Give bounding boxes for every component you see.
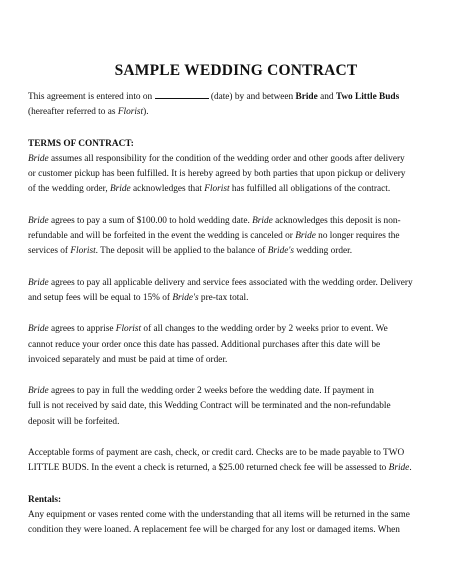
intro-text: ). — [143, 107, 149, 118]
bride-term: Bride's — [172, 292, 199, 303]
bride-term: Bride — [295, 231, 316, 242]
paragraph-text: of the wedding order, — [28, 184, 108, 195]
paragraph-text: agrees to pay all applicable delivery and service fees associated with the wedding order. Delivery — [50, 277, 413, 288]
florist-term: Florist — [117, 107, 144, 118]
paragraph-text: of all changes to the wedding order by 2 weeks prior to event. We — [143, 324, 388, 335]
bride-term: Bride — [28, 277, 49, 288]
document-title: SAMPLE WEDDING CONTRACT — [114, 62, 358, 79]
paragraph-text: pre-tax total. — [200, 292, 249, 303]
paragraph-text: acknowledges this deposit is non- — [275, 215, 401, 226]
bride-term: Bride's — [267, 246, 294, 257]
paragraph-text: agrees to apprise — [50, 324, 114, 335]
paragraph-text: wedding order. — [296, 246, 353, 257]
paragraph-text: refundable and will be forfeited in the event the wedding is canceled or — [28, 231, 293, 242]
paragraph-text: or customer pickup has been fulfilled. It is hereby agreed by both parties that upon pickup or delivery — [28, 169, 406, 180]
paragraph-text: invoiced separately and must be paid at time of order. — [28, 354, 228, 365]
rentals-heading: Rentals: — [28, 494, 62, 505]
terms-paragraph-6 — [28, 446, 444, 477]
florist-term: Florist — [204, 184, 230, 195]
terms-paragraph-1 — [28, 152, 444, 198]
paragraph-text: Acceptable forms of payment are cash, check, or credit card. Checks are to be made payable to TWO — [28, 448, 405, 459]
rentals-paragraph — [28, 508, 444, 539]
party-florist-name: Two Little Buds — [335, 92, 400, 102]
terms-heading: TERMS OF CONTRACT: — [28, 138, 134, 149]
terms-paragraph-5 — [28, 384, 444, 430]
paragraph-text: and setup fees will be equal to 15% of — [28, 292, 170, 303]
terms-paragraph-4 — [28, 322, 444, 368]
paragraph-text: acknowledges that — [132, 184, 202, 195]
paragraph-text: deposit will be forfeited. — [28, 416, 120, 427]
paragraph-text: Any equipment or vases rented come with the understanding that all items will be returned in the same — [28, 509, 410, 520]
paragraph-text: LITTLE BUDS. In the event a check is returned, a $25.00 returned check fee will be assessed to — [28, 463, 387, 474]
intro-text: and — [320, 92, 334, 102]
intro-text: (hereafter referred to as — [28, 107, 116, 118]
intro-text: This agreement is entered into on — [28, 92, 153, 102]
paragraph-text: agrees to pay in full the wedding order 2 weeks before the wedding date. If payment in — [50, 386, 374, 397]
terms-paragraph-2 — [28, 214, 444, 260]
paragraph-text: cannot reduce your order once this date has passed. Additional purchases after this date will be — [28, 339, 381, 350]
bride-term: Bride — [388, 463, 410, 474]
paragraph-text: . — [409, 463, 412, 474]
terms-paragraph-3 — [28, 276, 444, 307]
bride-term: Bride — [28, 153, 49, 164]
florist-term: Florist — [70, 246, 96, 257]
florist-term: Florist — [115, 324, 142, 335]
paragraph-text: no longer requires the — [318, 231, 400, 242]
intro-text: (date) by and between — [210, 92, 294, 102]
paragraph-text: condition they were loaned. A replacement fee will be charged for any lost or damaged items. When — [28, 525, 400, 536]
bride-term: Bride — [252, 215, 273, 226]
bride-term: Bride — [28, 215, 49, 226]
bride-term: Bride — [28, 386, 49, 397]
date-blank-line — [155, 90, 209, 99]
party-bride: Bride — [295, 92, 318, 102]
paragraph-text: services of — [28, 246, 69, 257]
paragraph-text: has fulfilled all obligations of the contract. — [231, 184, 391, 195]
bride-term: Bride — [110, 184, 131, 195]
paragraph-text: assumes all responsibility for the condition of the wedding order and other goods after delivery — [50, 153, 405, 164]
paragraph-text: full is not received by said date, this Wedding Contract will be terminated and the non-refundable — [28, 401, 391, 412]
paragraph-text: agrees to pay a sum of $100.00 to hold wedding date. — [50, 215, 250, 226]
paragraph-text: . The deposit will be applied to the balance of — [95, 246, 266, 257]
intro-paragraph — [28, 90, 444, 121]
bride-term: Bride — [28, 324, 49, 335]
